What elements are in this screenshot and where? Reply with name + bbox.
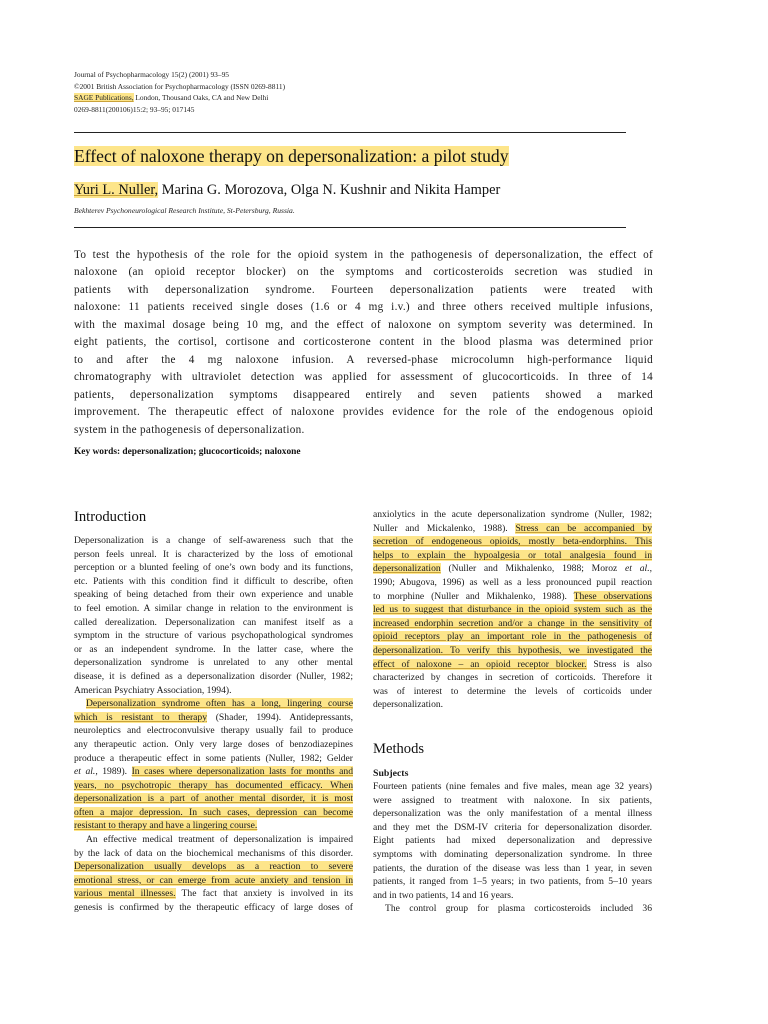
- publisher-line: [74, 92, 634, 104]
- journal-header: [74, 69, 634, 115]
- text-line: [74, 833, 353, 847]
- plain-text: were assigned to treatment with naloxone. In six patients,: [373, 794, 652, 806]
- text-line: [373, 685, 652, 699]
- highlighted-text: helps to explain the hypoalgesia or total analgesia found in: [373, 549, 652, 561]
- text-line: [373, 834, 652, 848]
- plain-text: Nuller and Mickalenko, 1988).: [373, 522, 516, 534]
- text-line: [74, 548, 353, 562]
- abstract-line: eight patients, the cortisol, cortisone and corticosterone content in the blood plasma was determined prior: [74, 336, 653, 349]
- text-line: [74, 779, 353, 793]
- plain-text: anxiolytics in the acute depersonalization syndrome (Nuller, 1982;: [373, 509, 652, 520]
- plain-text: Stress is also: [586, 658, 652, 670]
- plain-text: characterized by changes in secretion of corticoids. Therefore it: [373, 672, 652, 684]
- text-line: [74, 643, 353, 657]
- abstract-line: patients, depersonalization symptoms disappeared entirely and seven patients showed a marked: [74, 388, 653, 401]
- other-authors: Marina G. Morozova, Olga N. Kushnir and Nikita Hamper: [158, 182, 501, 198]
- plain-text: symptom in the structure of various psychopathological syndromes: [74, 630, 353, 642]
- highlighted-text: secretion of endogeneous opioids, mostly beta-endorphins. This: [373, 536, 652, 548]
- text-line: [373, 889, 652, 903]
- plain-text: patients, it ranged from 1–5 years; in two patients, from 5–10 years: [373, 876, 652, 888]
- first-author: Yuri L. Nuller,: [74, 182, 159, 198]
- text-line: [74, 874, 353, 888]
- abstract-line: naloxone (an opioid receptor blocker) on the symptoms and corticosteroids secretion was studied in: [74, 266, 653, 279]
- highlighted-text: which is resistant to therapy: [74, 711, 207, 723]
- text-line: [74, 561, 353, 575]
- journal-citation: Journal of Psychopharmacology 15(2) (2001) 93–95: [74, 70, 229, 79]
- abstract-line: patients with depersonalization syndrome. Fourteen depersonalization patients were treated with: [74, 283, 653, 296]
- plain-text: neuroleptics and electroconvulsive therapy usually fail to produce: [74, 725, 353, 737]
- text-line: [373, 562, 652, 576]
- text-line: [373, 848, 652, 862]
- text-line: [74, 602, 353, 616]
- abstract-line: chromatography with ultraviolet detection was applied for assessment of glucocorticoids. In three of 14: [74, 371, 653, 384]
- plain-text: and in two patients, 14 and 16 years.: [373, 889, 514, 901]
- plain-text: An effective medical treatment of depersonalization is impaired: [86, 834, 353, 846]
- text-line: [373, 644, 652, 658]
- highlighted-text: opioid receptors play an important role in the pathogenesis of: [373, 631, 652, 643]
- plain-text: Depersonalization is a change of self-awareness such that the: [74, 535, 353, 546]
- author-list: [74, 180, 500, 200]
- text-line: [74, 819, 353, 833]
- plain-text: etc. Patients with this condition find it difficult to describe, often: [74, 575, 353, 587]
- italic-text: et al.: [74, 766, 96, 778]
- plain-text: person feels unreal. It is characterized by the loss of emotional: [74, 548, 353, 560]
- plain-text: genesis is confirmed by the therapeutic efficacy of large doses of: [74, 902, 353, 914]
- italic-text: et al.,: [625, 563, 652, 575]
- plain-text: depersonalization was the only manifestation of a mental illness: [373, 808, 652, 820]
- introduction-heading: Introduction: [74, 509, 147, 525]
- plain-text: 1990; Abugova, 1996) as well as a less pronounced pupil reaction: [373, 576, 652, 588]
- text-line: [74, 792, 353, 806]
- text-line: [74, 765, 353, 779]
- highlighted-text: depersonalization is a part of another mental disorder, it is most: [74, 793, 353, 805]
- highlighted-text: Depersonalization syndrome often has a long, lingering course: [86, 698, 353, 710]
- abstract-line: to and after the 4 mg naloxone infusion. A reversed-phase microcolumn high-performance liquid: [74, 353, 653, 366]
- article-id-line: 0269-8811(200106)15:2; 93–95; 017145: [74, 104, 195, 114]
- plain-text: , 1989).: [95, 766, 132, 778]
- text-line: [373, 862, 652, 876]
- text-line: [373, 576, 652, 590]
- highlighted-text: resistant to therapy and have a lingering course.: [74, 820, 258, 832]
- abstract: [74, 247, 653, 439]
- abstract-line: with the maximal dosage being 10 mg, and the effect of naloxone on symptom severity was determined. In: [74, 318, 653, 331]
- highlighted-text: often a major depression. In such cases, depression can become: [74, 806, 353, 818]
- text-line: [373, 780, 652, 794]
- header-rule: [74, 132, 626, 133]
- keywords: Key words: depersonalization; glucocorticoids; naloxone: [74, 447, 301, 457]
- plain-text: was of interest to determine the levels of corticoids under: [373, 685, 652, 697]
- plain-text: to feel emotion. A similar change in relation to the environment is: [74, 602, 353, 614]
- highlighted-text: effect of naloxone – an opioid receptor blocker.: [373, 658, 587, 670]
- plain-text: American Psychiatry Association, 1994).: [74, 684, 232, 696]
- abstract-line: system in the pathogenesis of depersonalization.: [74, 423, 305, 436]
- text-line: [74, 738, 353, 752]
- abstract-line: naloxone: 11 patients received single doses (1.6 or 4 mg i.v.) and three others received multiple infusions,: [74, 301, 653, 314]
- copyright-line: ©2001 British Association for Psychopharmacology (ISSN 0269-8811): [74, 81, 286, 91]
- highlighted-text: increased endorphin secretion and/or a change in the sensitivity of: [373, 617, 652, 629]
- highlighted-text: led us to suggest that disturbance in the opioid system such as the: [373, 604, 652, 616]
- abstract-line: To test the hypothesis of the role for the opioid system in the pathogenesis of depersonalization, the effect of: [74, 249, 653, 261]
- plain-text: by the lack of data on the biochemical mechanisms of this disorder.: [74, 847, 353, 859]
- plain-text: called derealization. Depersonalization can manifest itself as a: [74, 616, 353, 628]
- plain-text: patients, the duration of the disease was less than 1 year, in seven: [373, 862, 652, 874]
- text-line: [373, 549, 652, 563]
- text-line: [74, 860, 353, 874]
- highlighted-text: Stress can be accompanied by: [515, 522, 652, 534]
- highlighted-text: Depersonalization usually develops as a reaction to severe: [74, 861, 353, 873]
- text-line: [74, 588, 353, 602]
- title-rule: [74, 227, 626, 228]
- plain-text: any therapeutic action. Only very large doses of benzodiazepines: [74, 738, 353, 750]
- text-line: [373, 617, 652, 631]
- text-line: [373, 630, 652, 644]
- plain-text: The fact that anxiety is involved in its: [175, 888, 353, 900]
- highlighted-text: emotional stress, or can emerge from acute anxiety and tension in: [74, 874, 353, 886]
- text-line: [74, 575, 353, 589]
- text-line: [74, 752, 353, 766]
- text-line: [74, 697, 353, 711]
- text-line: [373, 902, 652, 916]
- text-line: [373, 807, 652, 821]
- right-column-body-top: [373, 508, 652, 712]
- article-title-text: Effect of naloxone therapy on depersonalization: a pilot study: [74, 146, 509, 166]
- plain-text: (Shader, 1994). Antidepressants,: [207, 711, 353, 723]
- abstract-line: improvement. The therapeutic effect of naloxone provides evidence for the role of the endogenous opioid: [74, 406, 653, 419]
- text-line: [74, 629, 353, 643]
- publisher-name: SAGE Publications,: [74, 93, 134, 103]
- text-line: [74, 534, 353, 548]
- article-title: [74, 145, 509, 167]
- text-line: [373, 671, 652, 685]
- text-line: [74, 711, 353, 725]
- affiliation: Bekhterev Psychoneurological Research Institute, St-Petersburg, Russia.: [74, 206, 295, 215]
- text-line: [373, 535, 652, 549]
- text-line: [74, 847, 353, 861]
- text-line: [373, 875, 652, 889]
- text-line: [373, 658, 652, 672]
- text-line: [74, 616, 353, 630]
- text-line: [373, 508, 652, 522]
- plain-text: speaking of being detached from their own experience and unable: [74, 589, 353, 601]
- highlighted-text: years, no psychotropic therapy has documented efficacy. When: [74, 779, 353, 791]
- text-line: [74, 656, 353, 670]
- plain-text: Eight patients had mixed depersonalization and depressive: [373, 835, 652, 847]
- text-line: [373, 794, 652, 808]
- plain-text: depersonalization syndrome is unrelated to any other mental: [74, 657, 353, 669]
- text-line: [373, 603, 652, 617]
- left-column-body: [74, 534, 353, 915]
- text-line: [373, 590, 652, 604]
- text-line: [373, 698, 652, 712]
- plain-text: symptoms with dominating depersonalization syndrome. In three: [373, 848, 652, 860]
- text-line: [74, 806, 353, 820]
- text-line: [373, 821, 652, 835]
- methods-heading: Methods: [373, 741, 425, 757]
- plain-text: produce a therapeutic effect in some patients (Nuller, 1982; Gelder: [74, 752, 353, 764]
- highlighted-text: In cases where depersonalization lasts for months and: [131, 766, 353, 778]
- plain-text: (Nuller and Mikhalenko, 1988; Moroz: [440, 563, 626, 575]
- publisher-locations: London, Thousand Oaks, CA and New Delhi: [135, 93, 269, 103]
- right-column-body-bottom: [373, 780, 652, 916]
- text-line: [74, 901, 353, 915]
- highlighted-text: depersonalization: [373, 563, 441, 575]
- highlighted-text: various mental illnesses.: [74, 888, 176, 900]
- plain-text: Fourteen patients (nine females and five males, mean age 32 years): [373, 781, 652, 792]
- text-line: [74, 670, 353, 684]
- plain-text: disease, it is defined as a depersonalization disorder (Nuller, 1982;: [74, 670, 353, 682]
- text-line: [74, 887, 353, 901]
- subjects-subheading: Subjects: [373, 768, 409, 779]
- highlighted-text: These observations: [573, 590, 652, 602]
- text-line: [74, 724, 353, 738]
- highlighted-text: depersonalization. To verify this hypothesis, we investigated the: [373, 644, 652, 656]
- plain-text: or as an independent syndrome. In the latter case, where the: [74, 643, 353, 655]
- text-line: [74, 684, 353, 698]
- plain-text: The control group for plasma corticosteroids included 36: [385, 903, 652, 915]
- text-line: [373, 522, 652, 536]
- plain-text: depersonalization.: [373, 699, 444, 711]
- plain-text: to morphine (Nuller and Mikhalenko, 1988).: [373, 590, 574, 602]
- plain-text: perception or a blunted feeling of one’s own body and its functions,: [74, 562, 353, 574]
- plain-text: and they met the DSM-IV criteria for depersonalization disorder.: [373, 821, 652, 833]
